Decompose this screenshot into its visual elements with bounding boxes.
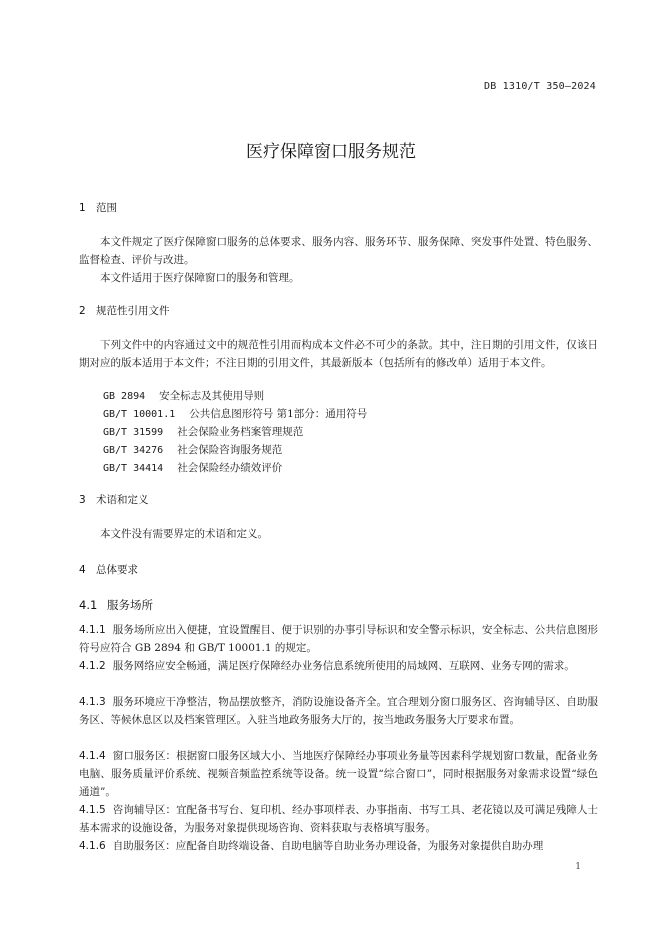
reference-code: GB/T 10001.1 [103, 409, 176, 420]
clause-text: 自助服务区：应配备自助终端设备、自助电脑等自助业务办理设备，为服务对象提供自助办理 [112, 840, 544, 852]
paragraph: 本文件适用于医疗保障窗口的服务和管理。 [100, 272, 300, 284]
subsection-title: 服务场所 [107, 598, 153, 612]
paragraph: 本文件没有需要界定的术语和定义。 [100, 528, 268, 540]
reference-title: 公共信息图形符号 第1部分：通用符号 [189, 408, 368, 420]
section-title: 总体要求 [96, 564, 138, 576]
subsection-4-1-heading [79, 597, 153, 613]
reference-code: GB/T 31599 [103, 427, 164, 438]
paragraph: 本文件规定了医疗保障窗口服务的总体要求、服务内容、服务环节、服务保障、突发事件处置、特色服务、监督检查、评价与改进。 [79, 236, 598, 266]
reference-item [103, 441, 282, 460]
reference-title: 社会保险咨询服务规范 [177, 444, 283, 456]
section-3-heading [79, 492, 149, 507]
clause-4-1-5 [79, 801, 598, 837]
section-title: 术语和定义 [96, 494, 149, 506]
section-number: 3 [79, 494, 86, 506]
clause-text: 咨询辅导区：宜配备书写台、复印机、经办事项样表、办事指南、书写工具、老花镜以及可满足残障人士基本需求的设施设备，为服务对象提供现场咨询、资料获取与表格填写服务。 [79, 804, 598, 834]
clause-number: 4.1.2 [79, 660, 106, 672]
paragraph: 下列文件中的内容通过文中的规范性引用而构成本文件必不可少的条款。其中，注日期的引用文件，仅该日期对应的版本适用于本文件；不注日期的引用文件，其最新版本（包括所有的修改单）适用于本文件。 [79, 339, 598, 369]
reference-title: 社会保险经办绩效评价 [177, 462, 283, 474]
clause-text: 服务网络应安全畅通，满足医疗保障经办业务信息系统所使用的局域网、互联网、业务专网的需求。 [112, 660, 575, 672]
clause-text: 服务环境应干净整洁，物品摆放整齐，消防设施设备齐全。宜合理划分窗口服务区、咨询辅导区、自助服务区、等候休息区以及档案管理区。入驻当地政务服务大厅的，按当地政务服务大厅要求布置。 [79, 696, 598, 726]
clause-number: 4.1.4 [79, 750, 106, 762]
reference-item [103, 423, 303, 442]
clause-4-1-2 [79, 657, 598, 675]
section-number: 2 [79, 305, 86, 317]
clause-number: 4.1.3 [79, 696, 106, 708]
subsection-number: 4.1 [79, 598, 98, 612]
section-4-heading [79, 562, 138, 577]
clause-text: 窗口服务区：根据窗口服务区域大小、当地医疗保障经办事项业务量等因素科学规划窗口数量，配备业务电脑、服务质量评价系统、视频音频监控系统等设备。统一设置“综合窗口”，同时根据服务对象需求设置“绿色通道”。 [79, 750, 598, 798]
clause-number: 4.1.5 [79, 804, 106, 816]
reference-item [103, 405, 367, 424]
section-number: 4 [79, 564, 86, 576]
reference-code: GB/T 34276 [103, 445, 164, 456]
section-title: 规范性引用文件 [96, 305, 170, 317]
reference-title: 社会保险业务档案管理规范 [177, 426, 304, 438]
clause-number: 4.1.6 [79, 840, 106, 852]
clause-4-1-4 [79, 747, 598, 801]
reference-item [103, 459, 282, 478]
section-number: 1 [79, 202, 86, 214]
reference-code: GB/T 34414 [103, 463, 164, 474]
section-title: 范围 [96, 202, 117, 214]
reference-item [103, 387, 264, 406]
clause-4-1-1 [79, 621, 598, 657]
standard-code: DB 1310/T 350—2024 [484, 81, 596, 92]
clause-4-1-6 [79, 837, 598, 855]
section-1-heading [79, 200, 117, 215]
clause-number: 4.1.1 [79, 624, 106, 636]
clause-text: 服务场所应出入便捷，宜设置醒目、便于识别的办事引导标识和安全警示标识，安全标志、公共信息图形符号应符合 GB 2894 和 GB/T 10001.1 的规定。 [79, 624, 598, 654]
reference-code: GB 2894 [103, 391, 146, 402]
document-title: 医疗保障窗口服务规范 [246, 142, 416, 162]
page-number: 1 [575, 862, 581, 872]
clause-4-1-3 [79, 693, 598, 729]
reference-title: 安全标志及其使用导则 [159, 390, 265, 402]
section-2-heading [79, 303, 170, 318]
